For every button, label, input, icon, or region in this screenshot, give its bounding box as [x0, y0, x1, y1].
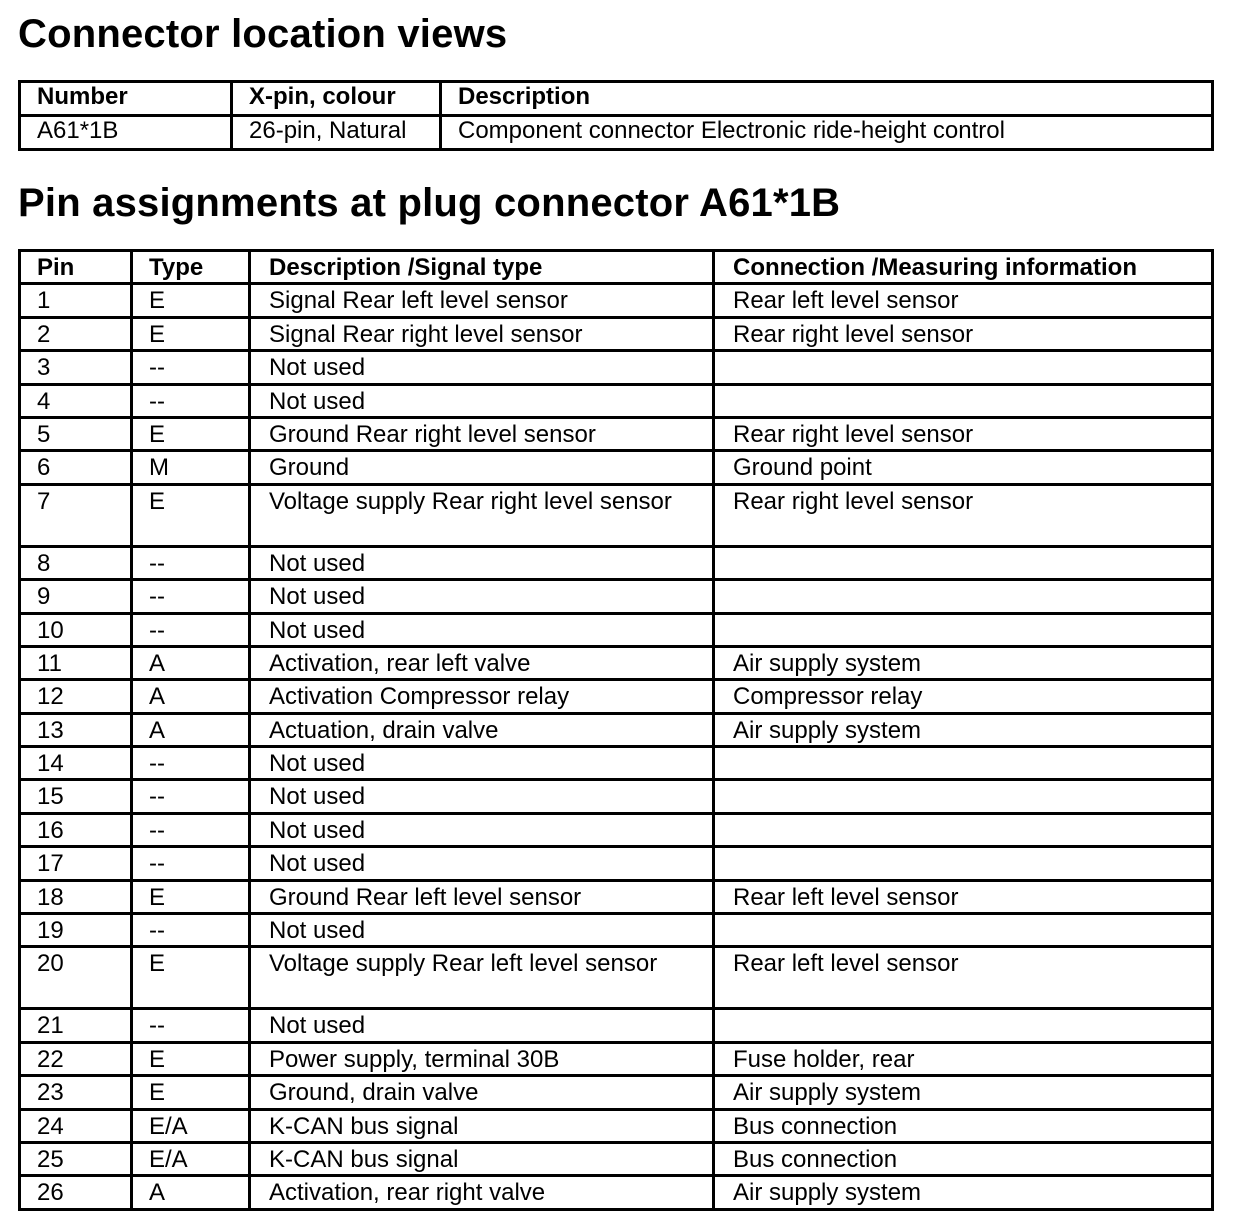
table-row — [20, 713, 1213, 746]
cell-type: E — [132, 284, 250, 317]
cell-type: -- — [132, 613, 250, 646]
page-title: Connector location views — [18, 12, 508, 56]
cell-pin: 8 — [20, 546, 132, 579]
cell-connection — [714, 847, 1213, 880]
cell-connection — [714, 747, 1213, 780]
cell-description: Ground Rear left level sensor — [250, 880, 714, 913]
cell-description: Power supply, terminal 30B — [250, 1042, 714, 1075]
cell-pin: 13 — [20, 713, 132, 746]
cell-description: Not used — [250, 580, 714, 613]
cell-type: -- — [132, 351, 250, 384]
cell-connection — [714, 580, 1213, 613]
cell-description: Signal Rear right level sensor — [250, 317, 714, 350]
cell-description: Activation, rear right valve — [250, 1176, 714, 1209]
cell-pin: 7 — [20, 484, 132, 546]
cell-type: E — [132, 417, 250, 450]
cell-pin: 6 — [20, 451, 132, 484]
table-row — [20, 580, 1213, 613]
cell-type: -- — [132, 914, 250, 947]
cell-pin: 20 — [20, 947, 132, 1009]
connector-location-table — [18, 80, 1214, 151]
cell-type: -- — [132, 580, 250, 613]
cell-description: Not used — [250, 813, 714, 846]
cell-pin: 24 — [20, 1109, 132, 1142]
header-number: Number — [20, 82, 232, 116]
cell-description: Not used — [250, 384, 714, 417]
table-row — [20, 484, 1213, 546]
cell-type: -- — [132, 847, 250, 880]
table-row — [20, 880, 1213, 913]
table-row — [20, 546, 1213, 579]
cell-connection — [714, 546, 1213, 579]
cell-type: E — [132, 317, 250, 350]
cell-pin: 16 — [20, 813, 132, 846]
cell-connection: Rear right level sensor — [714, 317, 1213, 350]
cell-type: -- — [132, 780, 250, 813]
header-type: Type — [132, 251, 250, 284]
cell-description: Activation Compressor relay — [250, 680, 714, 713]
header-xpin-colour: X-pin, colour — [232, 82, 441, 116]
cell-pin: 21 — [20, 1009, 132, 1042]
cell-type: E — [132, 1076, 250, 1109]
cell-connection: Ground point — [714, 451, 1213, 484]
header-connection: Connection /Measuring information — [714, 251, 1213, 284]
cell-type: E — [132, 1042, 250, 1075]
header-description: Description — [441, 82, 1213, 116]
table-row — [20, 451, 1213, 484]
cell-pin: 1 — [20, 284, 132, 317]
table-row — [20, 947, 1213, 1009]
cell-pin: 26 — [20, 1176, 132, 1209]
cell-pin: 23 — [20, 1076, 132, 1109]
table-row — [20, 284, 1213, 317]
cell-type: E/A — [132, 1109, 250, 1142]
cell-number: A61*1B — [20, 116, 232, 150]
cell-description: Not used — [250, 546, 714, 579]
cell-description: Not used — [250, 914, 714, 947]
cell-pin: 15 — [20, 780, 132, 813]
cell-description: K-CAN bus signal — [250, 1142, 714, 1175]
cell-description: Not used — [250, 613, 714, 646]
cell-description: Activation, rear left valve — [250, 646, 714, 679]
cell-pin: 5 — [20, 417, 132, 450]
cell-connection: Rear right level sensor — [714, 484, 1213, 546]
table-row — [20, 384, 1213, 417]
table-row — [20, 747, 1213, 780]
cell-pin: 22 — [20, 1042, 132, 1075]
cell-connection — [714, 1009, 1213, 1042]
cell-connection: Rear right level sensor — [714, 417, 1213, 450]
cell-description: Not used — [250, 780, 714, 813]
table-row — [20, 1109, 1213, 1142]
cell-description: Actuation, drain valve — [250, 713, 714, 746]
cell-connection — [714, 351, 1213, 384]
table-header-row — [20, 82, 1213, 116]
cell-pin: 25 — [20, 1142, 132, 1175]
table-row — [20, 1076, 1213, 1109]
cell-type: A — [132, 713, 250, 746]
cell-description: K-CAN bus signal — [250, 1109, 714, 1142]
header-pin: Pin — [20, 251, 132, 284]
cell-type: E — [132, 484, 250, 546]
cell-connection: Air supply system — [714, 1176, 1213, 1209]
cell-pin: 3 — [20, 351, 132, 384]
cell-type: E — [132, 947, 250, 1009]
cell-description: Not used — [250, 1009, 714, 1042]
cell-connection — [714, 780, 1213, 813]
table-row — [20, 680, 1213, 713]
cell-type: A — [132, 646, 250, 679]
table-row — [20, 780, 1213, 813]
cell-type: -- — [132, 384, 250, 417]
cell-connection: Compressor relay — [714, 680, 1213, 713]
header-description: Description /Signal type — [250, 251, 714, 284]
cell-connection: Bus connection — [714, 1142, 1213, 1175]
cell-connection: Fuse holder, rear — [714, 1042, 1213, 1075]
cell-description: Not used — [250, 847, 714, 880]
cell-connection — [714, 613, 1213, 646]
table-row — [20, 813, 1213, 846]
cell-type: -- — [132, 546, 250, 579]
table-row — [20, 317, 1213, 350]
cell-type: M — [132, 451, 250, 484]
table-row — [20, 646, 1213, 679]
cell-connection: Air supply system — [714, 1076, 1213, 1109]
cell-connection: Bus connection — [714, 1109, 1213, 1142]
table-header-row — [20, 251, 1213, 284]
cell-connection — [714, 813, 1213, 846]
cell-pin: 11 — [20, 646, 132, 679]
table-row — [20, 417, 1213, 450]
cell-description: Voltage supply Rear right level sensor — [250, 484, 714, 546]
cell-type: -- — [132, 747, 250, 780]
table-row — [20, 351, 1213, 384]
cell-connection: Rear left level sensor — [714, 947, 1213, 1009]
table-row — [20, 1176, 1213, 1209]
cell-description: Ground — [250, 451, 714, 484]
cell-pin: 17 — [20, 847, 132, 880]
cell-type: A — [132, 1176, 250, 1209]
cell-pin: 9 — [20, 580, 132, 613]
cell-type: E/A — [132, 1142, 250, 1175]
cell-description: Ground, drain valve — [250, 1076, 714, 1109]
cell-xpin-colour: 26-pin, Natural — [232, 116, 441, 150]
cell-description: Signal Rear left level sensor — [250, 284, 714, 317]
cell-connection: Air supply system — [714, 713, 1213, 746]
cell-pin: 14 — [20, 747, 132, 780]
cell-type: E — [132, 880, 250, 913]
cell-description: Not used — [250, 747, 714, 780]
cell-type: -- — [132, 1009, 250, 1042]
pin-assignment-table — [18, 249, 1214, 1211]
cell-type: -- — [132, 813, 250, 846]
cell-pin: 10 — [20, 613, 132, 646]
pin-table-body — [20, 284, 1213, 1209]
cell-pin: 12 — [20, 680, 132, 713]
cell-description: Component connector Electronic ride-height control — [441, 116, 1213, 150]
cell-pin: 4 — [20, 384, 132, 417]
table-row — [20, 1009, 1213, 1042]
cell-description: Not used — [250, 351, 714, 384]
cell-connection: Air supply system — [714, 646, 1213, 679]
cell-description: Voltage supply Rear left level sensor — [250, 947, 714, 1009]
table-row — [20, 1142, 1213, 1175]
cell-pin: 19 — [20, 914, 132, 947]
section-title: Pin assignments at plug connector A61*1B — [18, 181, 841, 225]
cell-connection — [714, 384, 1213, 417]
cell-description: Ground Rear right level sensor — [250, 417, 714, 450]
table-row — [20, 116, 1213, 150]
cell-connection — [714, 914, 1213, 947]
cell-connection: Rear left level sensor — [714, 284, 1213, 317]
table-row — [20, 914, 1213, 947]
cell-type: A — [132, 680, 250, 713]
table-row — [20, 847, 1213, 880]
table-row — [20, 613, 1213, 646]
table-row — [20, 1042, 1213, 1075]
cell-pin: 2 — [20, 317, 132, 350]
cell-connection: Rear left level sensor — [714, 880, 1213, 913]
cell-pin: 18 — [20, 880, 132, 913]
